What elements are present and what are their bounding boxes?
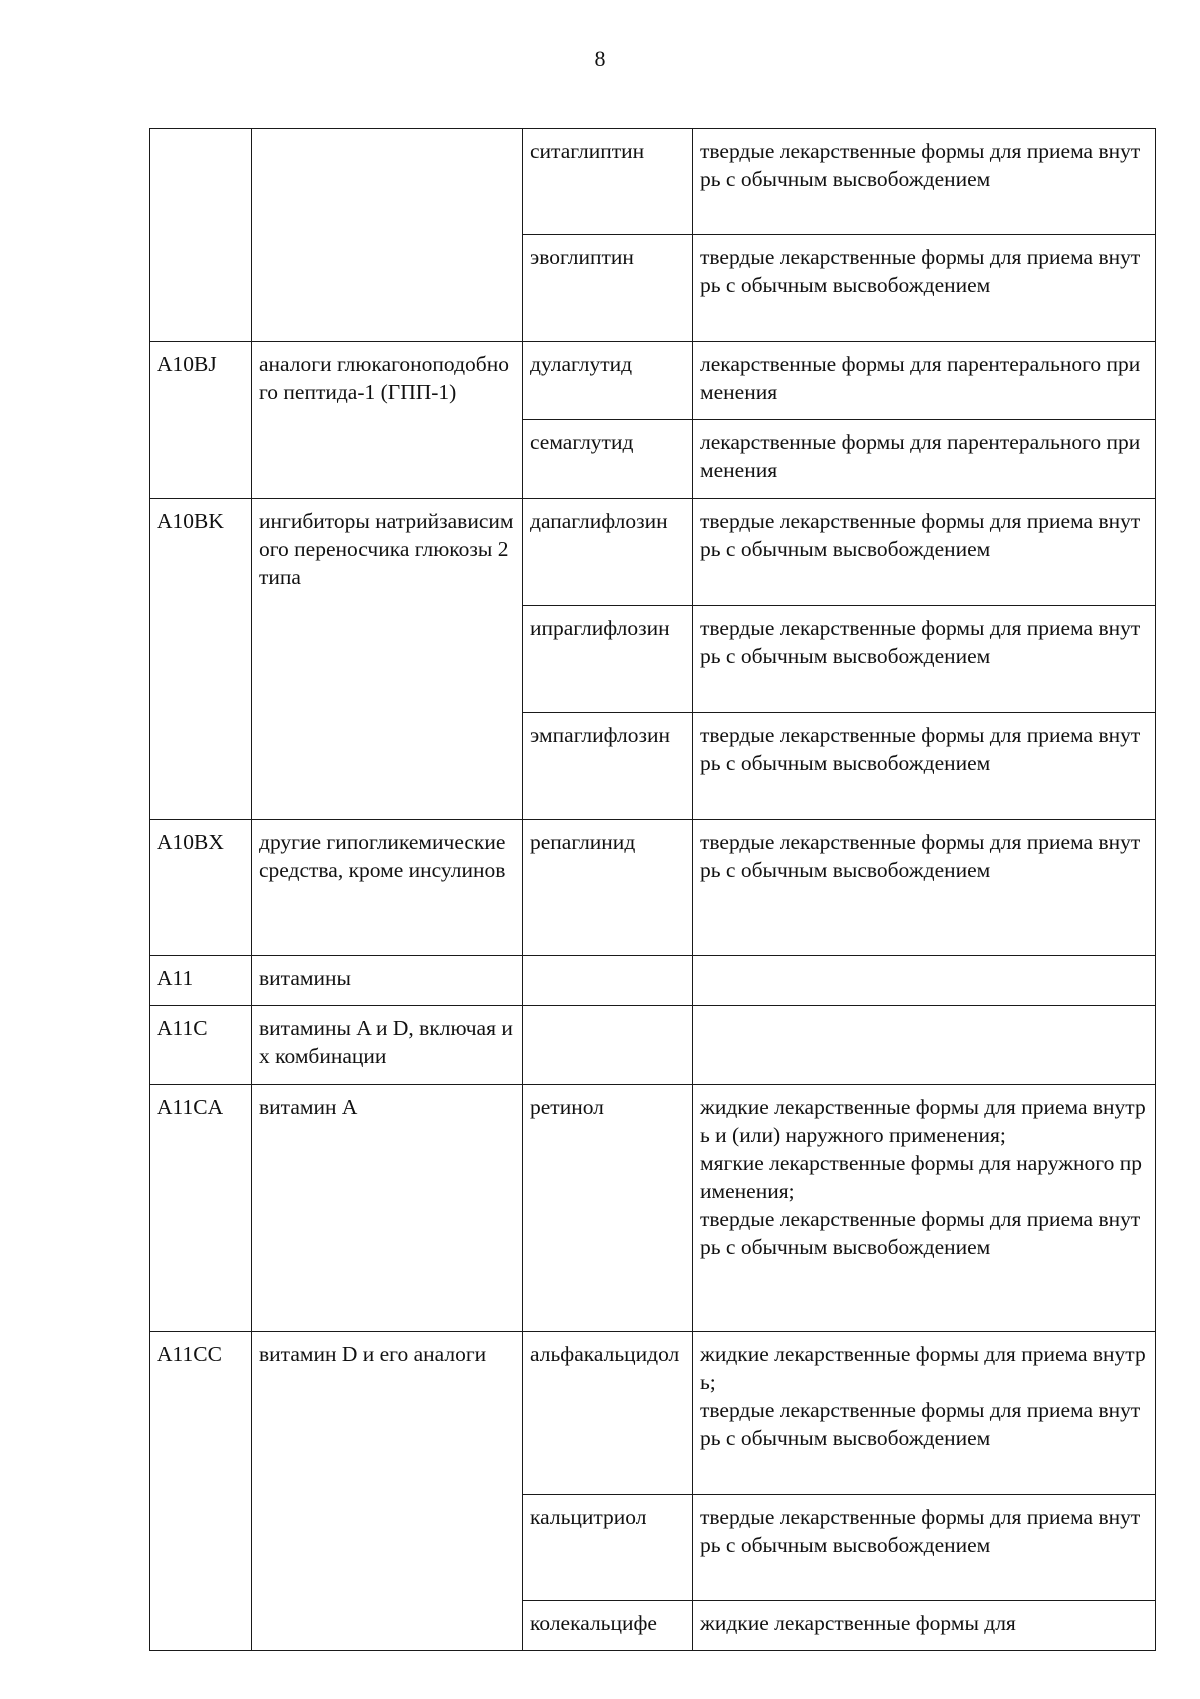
dosage-form-cell [693, 1006, 1156, 1085]
dosage-form-cell [693, 1085, 1156, 1332]
inn-cell [523, 1006, 693, 1085]
atc-code-cell: A11C [150, 1006, 252, 1085]
dosage-form-cell [693, 1332, 1156, 1495]
dosage-form-text: жидкие лекарственные формы для [700, 1611, 1016, 1635]
page-number: 8 [594, 46, 606, 71]
inn-cell: эмпаглифлозин [523, 713, 693, 820]
group-name-cell: ингибиторы натрийзависимого переносчика глюкозы 2 типа [252, 499, 523, 820]
dosage-form-text: твердые лекарственные формы для приема внутрь с обычным высвобождением [700, 139, 1141, 191]
group-name-cell: витамин D и его аналоги [252, 1332, 523, 1651]
inn-cell [523, 956, 693, 1006]
atc-code-cell: A10BX [150, 820, 252, 956]
dosage-form-text: твердые лекарственные формы для приема внутрь с обычным высвобождением [700, 830, 1141, 882]
table-row [150, 1006, 1156, 1085]
atc-code-cell: A11CA [150, 1085, 252, 1332]
dosage-form-cell [693, 820, 1156, 956]
group-name-cell [252, 129, 523, 342]
group-name-cell: витамины [252, 956, 523, 1006]
table-row [150, 1332, 1156, 1495]
dosage-form-cell [693, 1495, 1156, 1601]
group-name-cell: аналоги глюкагоноподобного пептида-1 (ГПП-1) [252, 342, 523, 499]
table-row [150, 1085, 1156, 1332]
dosage-form-cell [693, 956, 1156, 1006]
atc-code-cell: A10BJ [150, 342, 252, 499]
dosage-form-text: твердые лекарственные формы для приема внутрь с обычным высвобождением [700, 509, 1141, 561]
dosage-form-text: твердые лекарственные формы для приема внутрь с обычным высвобождением [700, 1398, 1141, 1450]
inn-cell: репаглинид [523, 820, 693, 956]
dosage-form-cell [693, 713, 1156, 820]
table-row [150, 342, 1156, 420]
dosage-form-text: жидкие лекарственные формы для приема внутрь и (или) наружного применения; [700, 1095, 1146, 1147]
inn-cell: дапаглифлозин [523, 499, 693, 606]
dosage-form-cell [693, 235, 1156, 342]
table-row [150, 820, 1156, 956]
drug-table [149, 128, 1156, 1651]
dosage-form-text: мягкие лекарственные формы для наружного применения; [700, 1151, 1142, 1203]
inn-cell: колекальцифе [523, 1601, 693, 1651]
inn-cell: ипраглифлозин [523, 606, 693, 713]
dosage-form-cell [693, 499, 1156, 606]
inn-cell: альфакальцидол [523, 1332, 693, 1495]
atc-code-cell: A11 [150, 956, 252, 1006]
dosage-form-text: жидкие лекарственные формы для приема внутрь; [700, 1342, 1146, 1394]
dosage-form-cell [693, 129, 1156, 235]
dosage-form-text: лекарственные формы для парентерального применения [700, 352, 1141, 404]
table-row [150, 956, 1156, 1006]
inn-cell: ретинол [523, 1085, 693, 1332]
dosage-form-text: лекарственные формы для парентерального применения [700, 430, 1141, 482]
dosage-form-cell [693, 1601, 1156, 1651]
dosage-form-text: твердые лекарственные формы для приема внутрь с обычным высвобождением [700, 723, 1141, 775]
group-name-cell: витамин A [252, 1085, 523, 1332]
inn-cell: дулаглутид [523, 342, 693, 420]
dosage-form-text: твердые лекарственные формы для приема внутрь с обычным высвобождением [700, 245, 1141, 297]
dosage-form-text: твердые лекарственные формы для приема внутрь с обычным высвобождением [700, 616, 1141, 668]
atc-code-cell [150, 129, 252, 342]
table-row [150, 499, 1156, 606]
dosage-form-cell [693, 342, 1156, 420]
dosage-form-cell [693, 420, 1156, 499]
inn-cell: ситаглиптин [523, 129, 693, 235]
atc-code-cell: A10BK [150, 499, 252, 820]
dosage-form-cell [693, 606, 1156, 713]
inn-cell: эвоглиптин [523, 235, 693, 342]
inn-cell: кальцитриол [523, 1495, 693, 1601]
table-row [150, 129, 1156, 235]
atc-code-cell: A11CC [150, 1332, 252, 1651]
inn-cell: семаглутид [523, 420, 693, 499]
group-name-cell: витамины A и D, включая их комбинации [252, 1006, 523, 1085]
group-name-cell: другие гипогликемические средства, кроме инсулинов [252, 820, 523, 956]
dosage-form-text: твердые лекарственные формы для приема внутрь с обычным высвобождением [700, 1505, 1141, 1557]
dosage-form-text: твердые лекарственные формы для приема внутрь с обычным высвобождением [700, 1207, 1141, 1259]
